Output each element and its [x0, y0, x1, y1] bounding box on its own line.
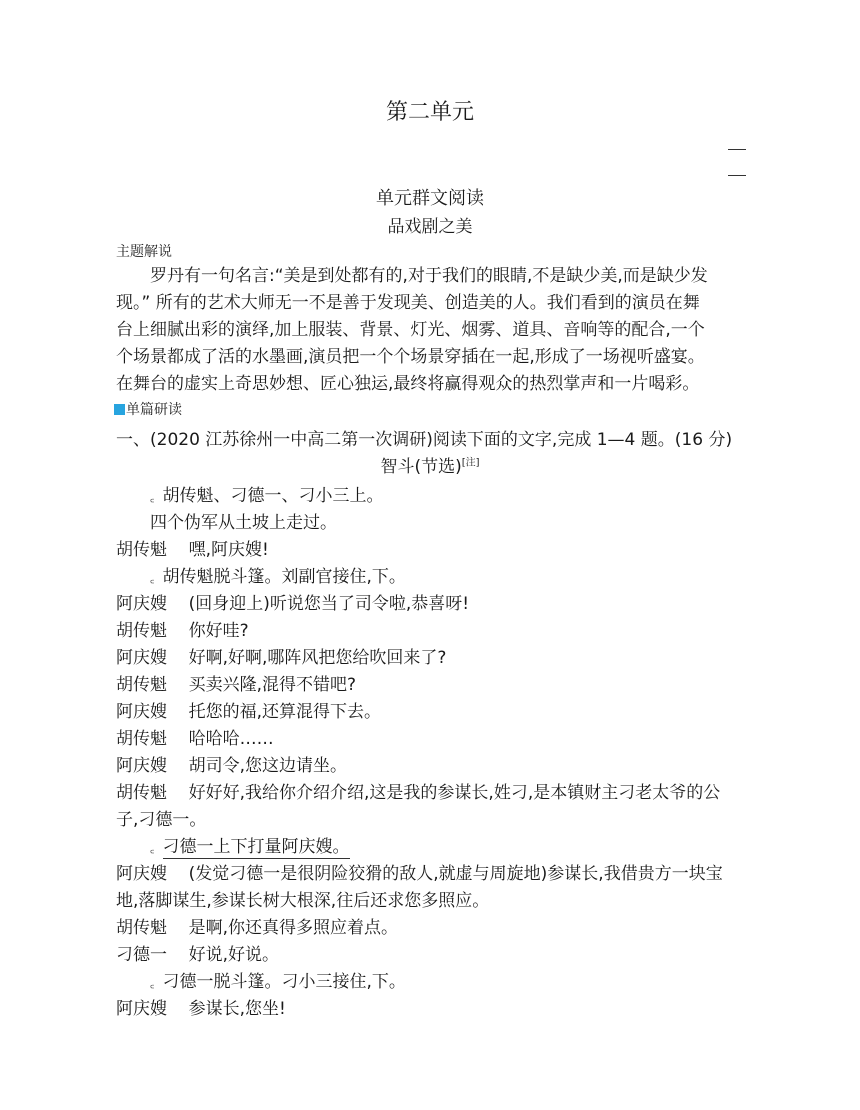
single-reading-heading	[114, 399, 182, 419]
theme-line: 在舞台的虚实上奇思妙想、匠心独运,最终将赢得观众的热烈掌声和一片喝彩。	[116, 374, 700, 394]
speech: 托您的福,还算混得下去。	[188, 702, 382, 722]
speech: 你好哇?	[188, 621, 249, 641]
stage-direction	[150, 481, 384, 506]
theme-line: 台上细腻出彩的演绎,加上服装、背景、灯光、烟雾、道具、音响等的配合,一个	[116, 320, 705, 340]
book-icon	[114, 404, 125, 415]
excerpt-title: 智斗(节选)	[380, 457, 462, 477]
dialogue-line	[116, 697, 381, 722]
theme-paragraph	[116, 263, 744, 398]
dialogue-line	[116, 940, 279, 965]
speaker: 胡传魁	[116, 675, 167, 695]
direction-text: 刁德一脱斗篷。刁小三接住,下。	[162, 972, 406, 992]
dialogue-continuation: 地,落脚谋生,参谋长树大根深,往后还求您多照应。	[116, 891, 490, 911]
dialogue-line	[116, 778, 720, 803]
flag-icon: ꜀	[150, 841, 155, 856]
single-reading-label: 单篇研读	[126, 402, 182, 418]
excerpt-note: [注]	[461, 457, 480, 469]
stage-direction	[150, 967, 406, 992]
stage-direction	[150, 832, 350, 857]
theme-line: 个场景都成了活的水墨画,演员把一个个场景穿插在一起,形成了一场视听盛宴。	[116, 347, 705, 367]
speech: 好好好,我给你介绍介绍,这是我的参谋长,姓刁,是本镇财主刁老太爷的公	[188, 783, 721, 803]
theme-label: 主题解说	[116, 244, 172, 260]
dialogue-line	[116, 670, 356, 695]
speech: 嘿,阿庆嫂!	[188, 540, 269, 560]
dialogue-line	[116, 994, 286, 1019]
speaker: 阿庆嫂	[116, 648, 167, 668]
dialogue-line	[116, 616, 249, 641]
excerpt-title-line	[0, 452, 860, 477]
margin-dash-2	[728, 175, 746, 176]
section-subtitle: 品戏剧之美	[387, 217, 473, 237]
speaker: 阿庆嫂	[116, 702, 167, 722]
speech: (回身迎上)听说您当了司令啦,恭喜呀!	[188, 594, 470, 614]
speaker: 胡传魁	[116, 621, 167, 641]
speaker: 胡传魁	[116, 783, 167, 803]
dialogue-line	[116, 859, 723, 884]
stage-direction	[150, 562, 406, 587]
question-intro: 一、(2020 江苏徐州一中高二第一次调研)阅读下面的文字,完成 1—4 题。(16 分)	[116, 430, 733, 450]
section-title: 单元群文阅读	[376, 188, 484, 209]
unit-title: 第二单元	[385, 100, 474, 125]
dialogue-line	[116, 724, 274, 749]
dialogue-continuation: 子,刁德一。	[116, 810, 207, 830]
direction-text: 胡传魁、刁德一、刁小三上。	[162, 486, 384, 506]
speaker: 阿庆嫂	[116, 594, 167, 614]
flag-icon: ꜀	[150, 976, 155, 991]
dialogue-line	[116, 589, 469, 614]
dialogue-line	[116, 751, 347, 776]
flag-icon: ꜀	[150, 490, 155, 505]
speaker: 胡传魁	[116, 540, 167, 560]
theme-line: 罗丹有一句名言:“美是到处都有的,对于我们的眼睛,不是缺少美,而是缺少发	[150, 266, 708, 286]
dialogue-line	[116, 643, 446, 668]
speech: 哈哈哈……	[188, 729, 274, 749]
speech: 参谋长,您坐!	[188, 999, 286, 1019]
stage-direction: 四个伪军从土坡上走过。	[150, 513, 337, 533]
margin-dash-1	[728, 149, 746, 150]
flag-icon: ꜀	[150, 571, 155, 586]
speech: 好啊,好啊,哪阵风把您给吹回来了?	[188, 648, 447, 668]
speech: 是啊,你还真得多照应着点。	[188, 918, 399, 938]
speaker: 刁德一	[116, 945, 167, 965]
speaker: 阿庆嫂	[116, 999, 167, 1019]
speech: 买卖兴隆,混得不错吧?	[188, 675, 357, 695]
speaker: 阿庆嫂	[116, 864, 167, 884]
direction-text: 胡传魁脱斗篷。刘副官接住,下。	[162, 567, 406, 587]
speech: 胡司令,您这边请坐。	[188, 756, 348, 776]
speaker: 胡传魁	[116, 729, 167, 749]
speech: (发觉刁德一是很阴险狡猾的敌人,就虚与周旋地)参谋长,我借贵方一块宝	[188, 864, 723, 884]
speech: 好说,好说。	[188, 945, 280, 965]
theme-line: 现。” 所有的艺术大师无一不是善于发现美、创造美的人。我们看到的演员在舞	[116, 293, 700, 313]
speaker: 阿庆嫂	[116, 756, 167, 776]
direction-text-underlined: 刁德一上下打量阿庆嫂。	[162, 837, 350, 857]
speaker: 胡传魁	[116, 918, 167, 938]
dialogue-line	[116, 913, 398, 938]
dialogue-line	[116, 535, 269, 560]
